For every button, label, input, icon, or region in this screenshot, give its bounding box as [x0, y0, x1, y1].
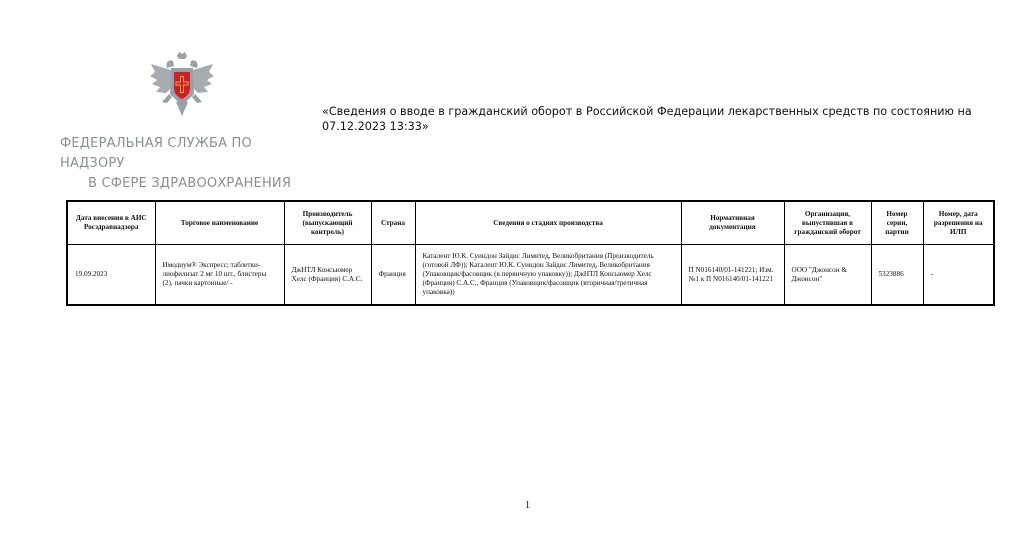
column-header-date: Дата внесения в АИС Росздравнадзора: [67, 201, 155, 245]
cell-permit: -: [923, 245, 994, 306]
column-header-regulatory-doc: Нормативная документация: [681, 201, 784, 245]
column-header-country: Страна: [371, 201, 415, 245]
agency-name-line2: В СФЕРЕ ЗДРАВООХРАНЕНИЯ: [88, 176, 292, 191]
cell-manufacturer: ДжНТЛ Консьюмер Хелс (Франция) С.А.С.: [284, 245, 371, 306]
column-header-stages: Сведения о стадиях производства: [415, 201, 681, 245]
agency-name-line1: ФЕДЕРАЛЬНАЯ СЛУЖБА ПО НАДЗОРУ: [60, 136, 252, 171]
column-header-trade-name: Торговое наименование: [155, 201, 284, 245]
agency-name: [60, 134, 295, 194]
column-header-manufacturer: Производитель (выпускающий контроль): [284, 201, 371, 245]
cell-organization: ООО "Джонсон & Джонсон": [784, 245, 871, 306]
cell-date: 19.09.2023: [67, 245, 155, 306]
page-number: 1: [525, 500, 530, 511]
column-header-permit: Номер, дата разрешения на ИЛП: [923, 201, 994, 245]
cell-batch: 5323886: [871, 245, 923, 306]
cell-trade-name: Имодиум® Экспресс; таблетки-лиофилизат 2 мг 10 шт., блистеры (2), пачки картонные/ -: [155, 245, 284, 306]
document-title: «Сведения о вводе в гражданский оборот в Российской Федерации лекарственных средств по состоянию на 07.12.2023 13:33»: [322, 105, 972, 133]
double-headed-eagle-emblem-icon: [147, 50, 217, 120]
table-header-row: [67, 201, 994, 245]
cell-regulatory-doc: П N016140/01-141221; Изм. №1 к П N016140/01-141221: [681, 245, 784, 306]
column-header-organization: Организация, выпустившая в гражданский оборот: [784, 201, 871, 245]
cell-stages: Каталент Ю.К. Суиндон Зайдис Лимитед, Великобритания (Производитель (готовой ЛФ)); Каталент Ю.К. Суиндон Зайдис Лимитед, Великобритания (Упаковщик/фасовщик (в первичную упаковку)); ДжНТЛ Консьюмер Хелс (Франция) С.А.С., Франция (Упаковщик/фасовщик (вторичная/третичная упаковка)): [415, 245, 681, 306]
agency-logo-block: [60, 50, 295, 194]
registry-table: [66, 200, 995, 306]
cell-country: Франция: [371, 245, 415, 306]
table-row: [67, 245, 994, 306]
column-header-batch: Номер серии, партии: [871, 201, 923, 245]
